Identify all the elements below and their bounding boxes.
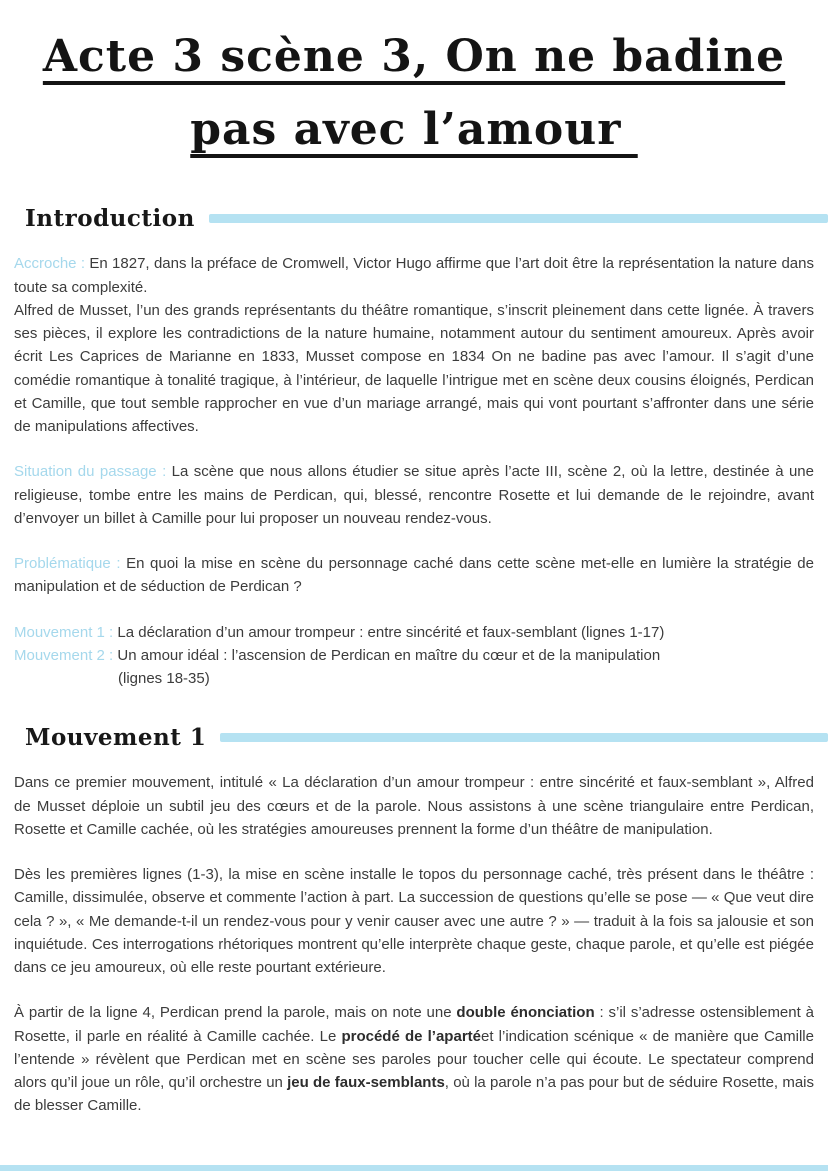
text-run: , où la parole n’a pas pour but de séduire Rosette, mais de blesser Camille.	[14, 1074, 814, 1115]
title-line-1-row	[0, 31, 828, 82]
text-run: et l’indication scénique « de manière que Camille l’entende » révèlent que Perdican met en scène ses paroles pour toucher celle qui écoute. Le spectateur comprend alors qu’il joue un rôle, qu’il orchestre un	[14, 1027, 814, 1092]
title-line-1: Acte 3 scène 3, On ne badine	[42, 31, 786, 82]
mouvement-1-heading-bar	[220, 733, 828, 742]
text-run: Dans ce premier mouvement, intitulé « La déclaration d’un amour trompeur : entre sincérité et faux-semblant », Alfred de Musset déploie un subtil jeu des cœurs et de la parole. Nous assistons à une scène triangulaire entre Perdican, Rosette et Camille cachée, où les stratégies amoureuses prennent la forme d’un théâtre de manipulation.	[14, 774, 814, 838]
text-run: La scène que nous allons étudier se situe après l’acte III, scène 2, où la lettre, destinée à une religieuse, tombe entre les mains de Perdican, qui, blessé, rencontre Rosette et lui demande de le rejoindre, avant d’envoyer un billet à Camille pour lui proposer un nouveau rendez-vous.	[14, 463, 814, 527]
bold-run: jeu de faux-semblants	[287, 1074, 445, 1092]
section-heading-introduction	[0, 205, 828, 232]
text-run: Alfred de Musset, l’un des grands représentants du théâtre romantique, s’inscrit pleinement dans cette lignée. À travers ses pièces, il explore les contradictions de la nature humaine, notamment autour du sentiment amoureux. Après avoir écrit Les Caprices de Marianne en 1833, Musset compose en 1834 On ne badine pas avec l’amour. Il s’agit d’une comédie romantique à tonalité tragique, à l’intérieur, de laquelle l’intrigue met en scène deux cousins éloignés, Perdican et Camille, que tout semble rapprocher en vue d’un mariage arrangé, mais qui vont pourtant s’affronter dans une série de manipulations affectives.	[14, 301, 814, 436]
introduction-heading-label: Introduction	[25, 205, 195, 233]
section-heading-mouvement-1	[0, 724, 828, 751]
introduction-heading-bar	[209, 214, 828, 223]
bold-run: procédé de l’aparté	[341, 1027, 481, 1045]
label-run: Problématique :	[14, 555, 127, 573]
paragraph	[14, 252, 814, 438]
title-line-2-row	[0, 104, 828, 156]
paragraph	[14, 552, 814, 599]
document-title	[0, 0, 828, 156]
label-run: Situation du passage :	[14, 463, 172, 481]
introduction-body	[0, 252, 828, 690]
paragraph	[14, 863, 814, 979]
label-run: Mouvement 1 :	[14, 623, 118, 641]
label-run: Mouvement 2 :	[14, 646, 118, 664]
bold-run: double énonciation	[456, 1004, 595, 1022]
bottom-section-bar	[0, 1165, 828, 1171]
text-run: Un amour idéal : l’ascension de Perdican en maître du cœur et de la manipulation	[117, 646, 661, 664]
mouvement-1-heading-label: Mouvement 1	[25, 724, 207, 752]
text-run: En quoi la mise en scène du personnage caché dans cette scène met-elle en lumière la stratégie de manipulation et de séduction de Perdican ?	[14, 555, 814, 596]
text-run: : s’il s’adresse ostensiblement à Rosette, il parle en réalité à Camille cachée. Le	[14, 1004, 814, 1045]
text-run: La déclaration d’un amour trompeur : entre sincérité et faux-semblant (lignes 1-17)	[117, 623, 665, 641]
paragraph	[14, 460, 814, 530]
text-run: Dès les premières lignes (1-3), la mise en scène installe le topos du personnage caché, très présent dans le théâtre : Camille, dissimulée, observe et commente l’action à part. La succession de questions qu’elle se pose — « Que veut dire cela ? », « Me demande-t-il un rendez-vous pour y venir causer avec une autre ? » — traduit à la fois sa jalousie et son inquiétude. Ces interrogations rhétoriques montrent qu’elle interprète chaque geste, chaque parole, et qu’elle est piégée dans ce jeu amoureux, où elle reste pourtant extérieure.	[14, 866, 814, 977]
indented-run: (lignes 18-35)	[118, 670, 210, 688]
paragraph	[14, 1001, 814, 1117]
label-run: Accroche :	[14, 255, 90, 273]
paragraph	[14, 621, 814, 691]
mouvement-1-body	[0, 771, 828, 1117]
text-run: À partir de la ligne 4, Perdican prend la parole, mais on note une	[14, 1004, 457, 1022]
section-introduction	[0, 205, 828, 690]
title-line-2: pas avec l’amour	[190, 104, 638, 156]
section-mouvement-1	[0, 724, 828, 1117]
paragraph	[14, 771, 814, 841]
text-run: En 1827, dans la préface de Cromwell, Victor Hugo affirme que l’art doit être la représentation la nature dans toute sa complexité.	[14, 255, 814, 296]
